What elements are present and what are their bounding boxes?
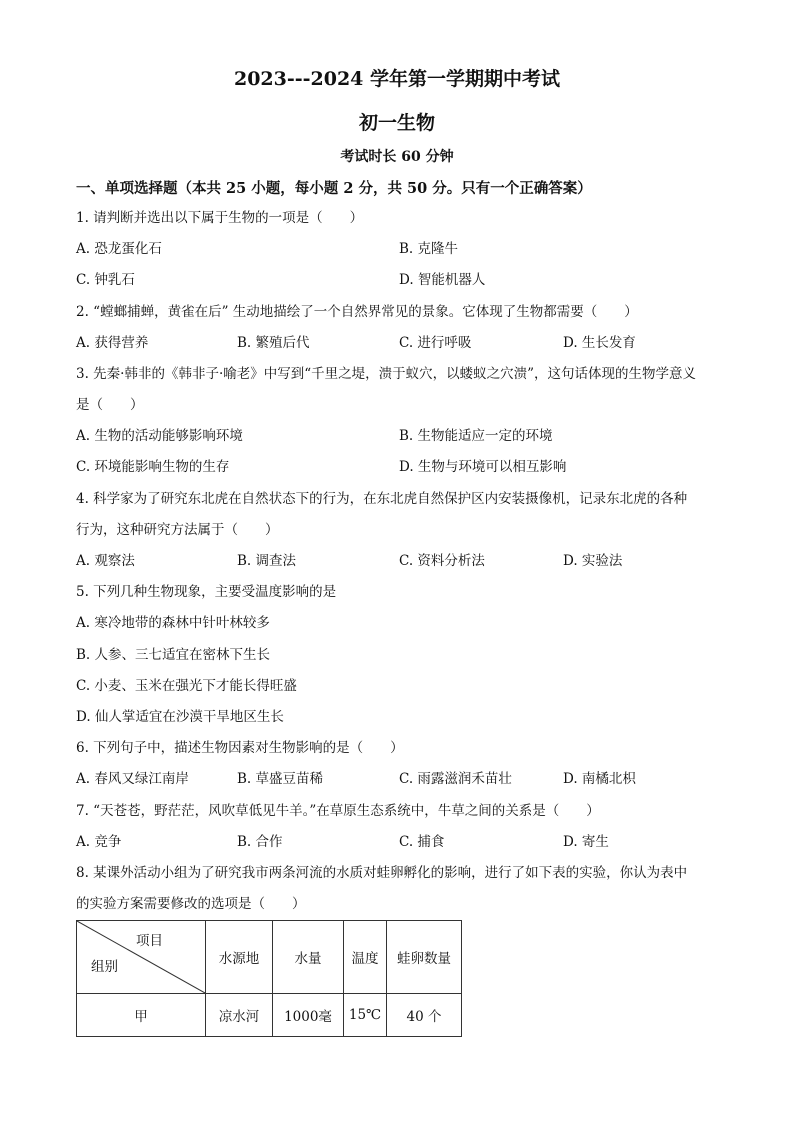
question-8-stem-line-1: 8. 某课外活动小组为了研究我市两条河流的水质对蛙卵孵化的影响，进行了如下表的实验，你认为表中 [76,865,688,881]
experiment-table [76,920,462,1037]
table-header-cell: 水量 [273,921,344,994]
question-6-option-d: D. 南橘北枳 [563,771,636,787]
question-1-stem: 1. 请判断并选出以下属于生物的一项是（ ） [76,210,364,226]
subject-title: 初一生物 [358,112,435,134]
table-corner-cell [77,921,206,994]
question-5-option-a: A. 寒冷地带的森林中针叶林较多 [76,615,270,631]
question-1-option-d: D. 智能机器人 [399,272,486,288]
question-5-option-c: C. 小麦、玉米在强光下才能长得旺盛 [76,678,297,694]
question-5-option-b: B. 人参、三七适宜在密林下生长 [76,647,271,663]
question-1-option-b: B. 克隆牛 [399,241,459,257]
table-cell: 凉水河 [206,994,273,1037]
question-3-option-d: D. 生物与环境可以相互影响 [399,459,567,475]
question-3-option-a: A. 生物的活动能够影响环境 [76,428,243,444]
question-2-option-c: C. 进行呼吸 [399,335,472,351]
exam-title: 2023---2024 学年第一学期期中考试 [233,68,561,90]
question-6-stem: 6. 下列句子中，描述生物因素对生物影响的是（ ） [76,740,404,756]
question-4-option-c: C. 资料分析法 [399,553,485,569]
table-cell: 甲 [77,994,206,1037]
question-4-option-b: B. 调查法 [237,553,297,569]
question-1-option-a: A. 恐龙蛋化石 [76,241,162,257]
question-4-option-a: A. 观察法 [76,553,135,569]
table-header-cell: 温度 [344,921,387,994]
question-7-option-b: B. 合作 [237,834,283,850]
table-row [77,994,462,1037]
question-2-option-d: D. 生长发育 [563,335,636,351]
question-4-option-d: D. 实验法 [563,553,623,569]
table-cell: 15℃ [344,994,387,1037]
table-header-cell: 蛙卵数量 [387,921,462,994]
question-7-option-a: A. 竞争 [76,834,122,850]
table-cell: 1000毫 [273,994,344,1037]
question-3-stem-line-1: 3. 先秦·韩非的《韩非子·喻老》中写到“千里之堤，溃于蚁穴，以蝼蚁之穴溃”，这句话体现的生物学意义 [76,366,697,382]
question-4-stem-line-2: 行为，这种研究方法属于（ ） [76,522,279,538]
question-5-stem: 5. 下列几种生物现象，主要受温度影响的是 [76,584,337,600]
question-6-option-b: B. 草盛豆苗稀 [237,771,324,787]
corner-label-item: 项目 [136,933,163,949]
exam-duration: 考试时长 60 分钟 [340,149,454,165]
question-3-option-b: B. 生物能适应一定的环境 [399,428,553,444]
table-cell: 40 个 [387,994,462,1037]
question-6-option-a: A. 春风又绿江南岸 [76,771,189,787]
question-5-option-d: D. 仙人掌适宜在沙漠干旱地区生长 [76,709,284,725]
question-8-stem-line-2: 的实验方案需要修改的选项是（ ） [76,896,306,912]
question-3-option-c: C. 环境能影响生物的生存 [76,459,230,475]
question-3-stem-line-2: 是（ ） [76,397,144,413]
table-header-row [77,921,462,994]
question-4-stem-line-1: 4. 科学家为了研究东北虎在自然状态下的行为，在东北虎自然保护区内安装摄像机，记录东北虎的各种 [76,491,688,507]
question-1-option-c: C. 钟乳石 [76,272,135,288]
question-2-option-b: B. 繁殖后代 [237,335,310,351]
question-7-option-d: D. 寄生 [563,834,609,850]
table-header-cell: 水源地 [206,921,273,994]
question-6-option-c: C. 雨露滋润禾苗壮 [399,771,512,787]
question-2-option-a: A. 获得营养 [76,335,149,351]
question-2-stem: 2. “螳螂捕蝉，黄雀在后” 生动地描绘了一个自然界常见的景象。它体现了生物都需要（ ） [76,304,638,320]
section-heading: 一、单项选择题（本共 25 小题，每小题 2 分，共 50 分。只有一个正确答案） [76,180,592,197]
question-7-stem: 7. “天苍苍，野茫茫，风吹草低见牛羊。”在草原生态系统中，牛草之间的关系是（ ） [76,803,600,819]
corner-label-group: 组别 [91,959,118,975]
question-7-option-c: C. 捕食 [399,834,445,850]
